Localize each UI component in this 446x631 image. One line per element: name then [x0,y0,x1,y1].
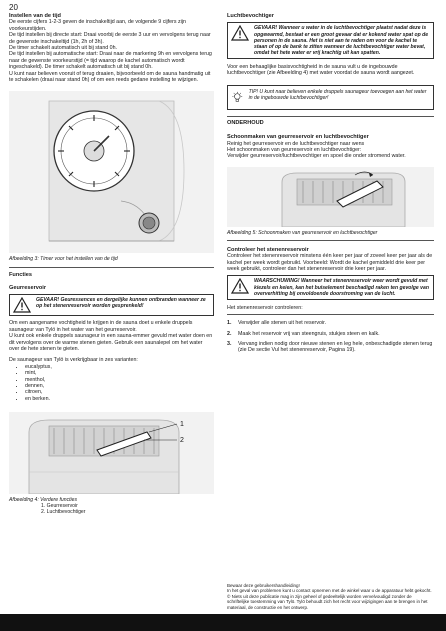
tip-box [227,85,434,110]
bottom-bar [0,614,446,631]
figure-4-label-2: 2 [180,437,184,445]
figure-4-item: 2. Luchtbevochtiger [41,509,86,516]
maintenance-heading: ONDERHOUD [227,119,264,126]
list-item: • menthol, [25,377,214,383]
warning-icon [13,297,31,313]
list-item [227,331,434,337]
reservoir-text: Om een aangename vochtigheid te krijgen in de sauna doet u enkele druppels saunageur van Tylö in het water van het geurreservoir. U kunt ook enkele druppels saunageur in een sauna-emmer gevuld met water doen en dit vervolgens over de warme stenen gieten. Gebruik een saunalepel om het water over de hete stenen te gieten. [9,320,213,352]
footer-text: In het geval van problemen kunt u contact opnemen met de winkel waar u de apparatuur hebt gekocht. © Niets uit deze publicatie mag in zijn geheel of gedeeltelijk worden vervelvoudigd zonder de schriftelijke toestemming van Tylö. Tylö behoudt zich het recht voor wijzigingen aan te brengen in het materiaal, de constructie en het ontwerp. [227,588,432,610]
step-text: Verwijder alle stenen uit het reservoir. [238,320,327,327]
scents-list [9,364,214,402]
figure-3-timer [9,91,214,253]
warning-icon [231,25,249,41]
list-item [227,341,434,354]
figure-4-caption: Afbeelding 4: Verdere functies [9,497,78,504]
list-item: • citroen, [25,389,214,395]
step-number: 2. [227,330,232,337]
figure-3-caption: Afbeelding 3: Timer voor het instellen van de tijd [9,256,118,263]
figure-4-item: 1. Geurreservoir [41,503,78,510]
left-column [9,13,214,516]
timer-heading: Instellen van de tijd [9,13,61,19]
figure-4-label-1: 1 [180,421,184,429]
figure-5-caption: Afbeelding 5: Schoonmaken van geurreservoir en luchtbevochtiger [227,229,378,236]
reservoir-heading: Geurreservoir [9,284,47,291]
list-item: • mint, [25,370,214,376]
step-number: 3. [227,340,232,347]
footer-title: Bewaar deze gebruikershandleiding! [227,583,300,588]
warning-box-2 [227,22,434,58]
list-item: • dennen, [25,383,214,389]
right-column [227,13,434,358]
cleaning-illustration [227,167,434,227]
figure-4-functions [9,412,214,494]
stone-text: Controleer het stenenreservoir minstens één keer per jaar of zoveel keer per jaar als de kachel per week wordt gebruikt. Voorbeeld: Wordt de kachel gemiddeld drie keer per week gebruikt, controleer dan het stenenreservoir drie keer per jaar. [227,253,433,273]
check-steps [227,320,434,354]
warning-box-3 [227,275,434,299]
warning-box-1 [9,294,214,316]
stone-heading: Controleer het stenenreservoir [227,246,309,253]
timer-illustration [9,91,214,253]
page-number: 20 [9,3,18,12]
cleaning-text: Reinig het geurreservoir en de luchtbevochtiger naar wens Het schoonmaken van geurreservoir en luchtbevochtiger: Verwijder geurreservoir/luchtbevochtiger en spoel die onder stromend water. [227,140,406,160]
step-text: Maak het reservoir vrij van steengruis, stukjes steen en kalk. [238,330,380,337]
functions-heading: Functies [9,271,33,278]
list-item: • en berken. [25,396,214,402]
warning-1-text: GEVAAR! Geuressences en dergelijke kunnen ontbranden wanneer ze op het stenenreservoir worden gesprenkeld! [36,297,206,310]
list-item: • eucalyptus, [25,364,214,370]
step-number: 1. [227,320,232,327]
timer-text: De eerste cijfers 1-2-3 geven de inschakeltijd aan, de volgende 9 cijfers zijn voorkeurstijden. De tijd instellen bij directe start: Draai voorbij de eerste 3 uur en vervolgens terug naar de gewenste inschakeltijd (1h, 2h of 3h). De timer schakelt automatisch uit bij stand 0h. De tijd instellen bij automatische start: Draai naar de markering 9h en vervolgens terug naar de gewenste voorkeurstijd (= tijd waarop de kachel automatisch wordt ingeschakeld). De timer schakelt automatisch uit bij stand 0h. U kunt naar believen vooruit of terug draaien, bijvoorbeeld om de sauna handmatig uit te schakelen (draai naar stand 0h) of om een reeds gedane instelling te wijzigen. [9,19,212,84]
list-item [227,320,434,326]
warning-2-text: GEVAAR! Wanneer u water in de luchtbevochtiger plaatst nadat deze is opgewarmd, bestaat er een groot gevaar dat er kokend water spat op de personen in de sauna. Het is niet aan te raden om voor de kachel te staan of op de bank te zitten wanneer de luchtbevochtiger water bevat, omdat het hete water er vrij krachtig uit kan spatten. [254,25,429,56]
cleaning-heading: Schoonmaken van geurreservoir en luchtbevochtiger [227,134,369,141]
step-text: Vervang indien nodig door nieuwe stenen en leg hele, onbeschadigde stenen terug (zie De sectie Vul het stenenreservoir, Pagina 19). [238,340,433,354]
scents-intro: De saunageur van Tylö is verkrijgbaar in zes varianten: [9,357,138,364]
warning-3-text: WAARSCHUWING! Wanneer het stenenreservoir weer wordt gevuld met kiezels en keien, kan het buiselement beschadigd raken ten gevolge van oververhitting bij onvoldoende doorstroming van de lucht. [254,278,429,297]
humidifier-heading: Luchtbevochtiger [227,13,274,19]
heater-functions-illustration [9,412,214,494]
check-intro: Het stenenreservoir controleren: [227,304,303,311]
humidifier-text: Voor een behaaglijke basisvochtigheid in de sauna vult u de ingebouwde luchtbevochtiger (zie Afbeelding 4) met water voordat de sauna wordt aangezet. [227,63,415,77]
figure-5-cleaning [227,167,434,227]
warning-icon [231,278,249,294]
lightbulb-icon [231,89,244,106]
footer-notice [227,583,432,610]
tip-text: TIP! U kunt naar believen enkele druppels saunageur toevoegen aan het water in de ingebouwde luchtbevochtiger! [248,88,427,101]
